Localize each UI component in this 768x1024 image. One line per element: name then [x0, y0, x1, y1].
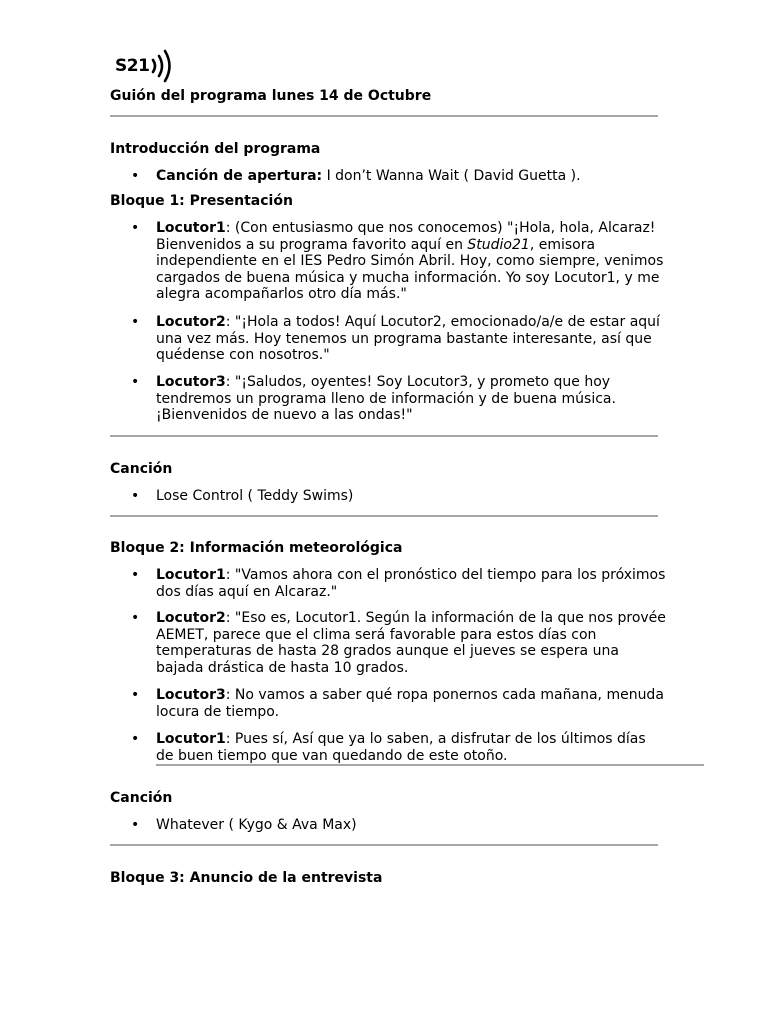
speaker: Locutor3 [156, 687, 226, 703]
bullet: • [131, 314, 140, 330]
item-text: : "¡Saludos, oyentes! Soy Locutor3, y prometo que hoy tendremos un programa lleno de información y de buena música. ¡Bienvenidos de nuevo a las ondas!" [156, 374, 616, 423]
bullet: • [131, 610, 140, 626]
cancion2-heading: Canción [110, 790, 173, 806]
divider [110, 435, 658, 437]
divider [110, 115, 658, 117]
speaker: Locutor2 [156, 314, 226, 330]
speaker: Locutor1 [156, 567, 226, 583]
bullet: • [131, 488, 140, 504]
item-text: , emisora independiente en el IES Pedro Simón Abril. Hoy, como siempre, venimos cargados de buena música y mucha información. Yo soy Locutor1, y me alegra acompañarlos otro día más." [156, 236, 664, 302]
item-label: Canción de apertura: [156, 168, 323, 184]
bloque2-heading: Bloque 2: Información meteorológica [110, 540, 403, 556]
song-item: Whatever ( Kygo & Ava Max) [156, 817, 357, 833]
bullet: • [131, 220, 140, 236]
bloque2-item [156, 610, 666, 676]
bloque2-item [156, 687, 666, 720]
speaker: Locutor1 [156, 220, 226, 236]
studio21-logo [115, 48, 174, 84]
bloque2-item [156, 731, 666, 764]
divider [156, 764, 704, 766]
document-title: Guión del programa lunes 14 de Octubre [110, 88, 432, 104]
bullet: • [131, 687, 140, 703]
item-text: : Pues sí, Así que ya lo saben, a disfrutar de los últimos días de buen tiempo que van quedando de este otoño. [156, 731, 646, 764]
bloque1-heading: Bloque 1: Presentación [110, 193, 293, 209]
bullet: • [131, 567, 140, 583]
bullet: • [131, 168, 140, 184]
bullet: • [131, 731, 140, 747]
divider [110, 844, 658, 846]
cancion1-heading: Canción [110, 461, 173, 477]
item-text: : "¡Hola a todos! Aquí Locutor2, emocionado/a/e de estar aquí una vez más. Hoy tenemos un programa bastante interesante, así que quédense con nosotros." [156, 314, 660, 363]
item-text: : "Vamos ahora con el pronóstico del tiempo para los próximos dos días aquí en Alcaraz." [156, 567, 666, 600]
item-text: : (Con entusiasmo que nos conocemos) "¡Hola, hola, Alcaraz! Bienvenidos a su programa favorito aquí en [156, 220, 656, 253]
speaker: Locutor2 [156, 610, 226, 626]
item-emph: Studio21 [467, 236, 530, 253]
item-text: : "Eso es, Locutor1. Según la información de la que nos provée AEMET, parece que el clima será favorable para estos días con temperaturas de hasta 28 grados aunque el jueves se espera una bajada drástica de hasta 10 grados. [156, 610, 666, 676]
song-item: Lose Control ( Teddy Swims) [156, 488, 354, 504]
intro-heading: Introducción del programa [110, 141, 321, 157]
intro-item [156, 168, 666, 185]
speaker: Locutor3 [156, 374, 226, 390]
bloque3-heading: Bloque 3: Anuncio de la entrevista [110, 870, 383, 886]
logo-text: S21 [115, 56, 150, 76]
bloque1-item [156, 374, 666, 424]
item-text: I don’t Wanna Wait ( David Guetta ). [322, 168, 581, 184]
item-text: : No vamos a saber qué ropa ponernos cada mañana, menuda locura de tiempo. [156, 687, 664, 720]
bullet: • [131, 374, 140, 390]
radio-waves-icon [150, 48, 174, 84]
bloque1-item [156, 314, 666, 364]
speaker: Locutor1 [156, 731, 226, 747]
bloque2-item [156, 567, 666, 600]
bullet: • [131, 817, 140, 833]
divider [110, 515, 658, 517]
bloque1-item [156, 220, 666, 303]
